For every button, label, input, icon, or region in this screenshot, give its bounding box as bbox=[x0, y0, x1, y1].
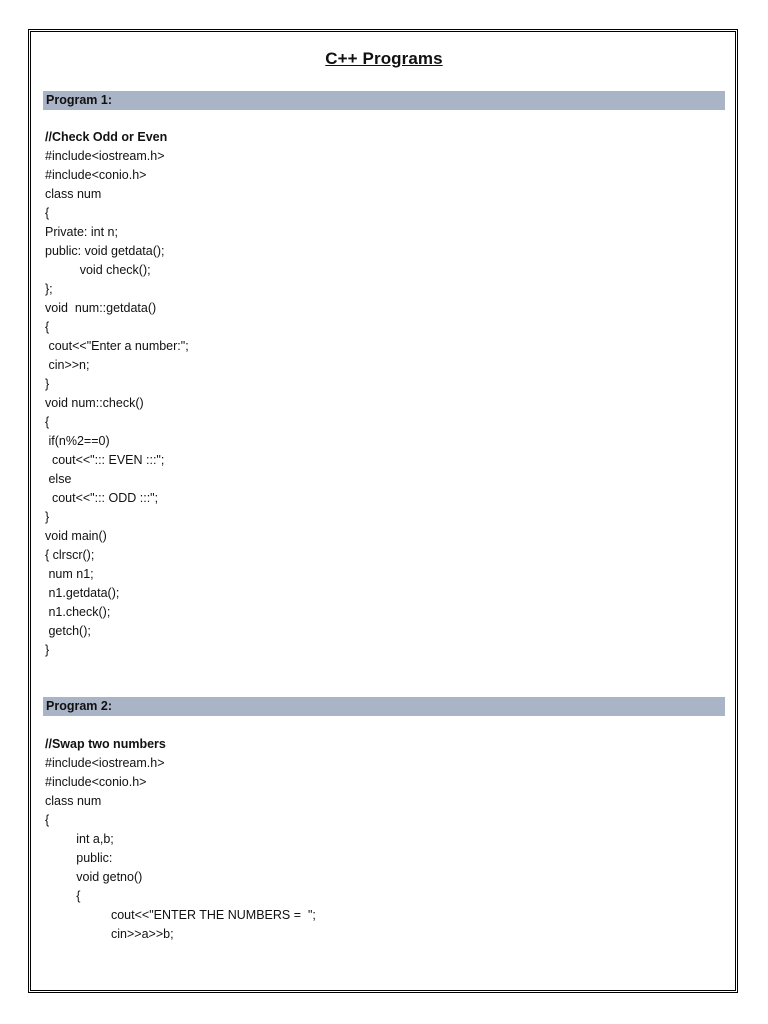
code-line: void main() bbox=[45, 529, 107, 543]
code-line: getch(); bbox=[45, 624, 91, 638]
code-line: if(n%2==0) bbox=[45, 434, 110, 448]
code-line: num n1; bbox=[45, 567, 94, 581]
code-line: { bbox=[45, 889, 81, 903]
code-line: class num bbox=[45, 187, 102, 201]
code-line: void num::check() bbox=[45, 396, 144, 410]
code-line: cin>>a>>b; bbox=[45, 927, 174, 941]
code-line: { clrscr(); bbox=[45, 548, 95, 562]
code-line: } bbox=[45, 377, 50, 391]
document-title: C++ Programs bbox=[325, 49, 443, 68]
code-line: public: bbox=[45, 851, 113, 865]
code-line: Private: int n; bbox=[45, 225, 118, 239]
code-line: } bbox=[45, 510, 50, 524]
program-2-heading: Program 2: bbox=[43, 697, 725, 716]
code-line: public: void getdata(); bbox=[45, 244, 165, 258]
code-line: { bbox=[45, 813, 50, 827]
code-line: #include<conio.h> bbox=[45, 168, 147, 182]
code-line: cout<<"Enter a number:"; bbox=[45, 339, 189, 353]
code-line: #include<iostream.h> bbox=[45, 149, 165, 163]
code-line: class num bbox=[45, 794, 102, 808]
code-line: n1.getdata(); bbox=[45, 586, 120, 600]
code-line: { bbox=[45, 206, 50, 220]
code-line: { bbox=[45, 320, 50, 334]
code-line: void num::getdata() bbox=[45, 301, 157, 315]
code-line: n1.check(); bbox=[45, 605, 111, 619]
program-1-heading: Program 1: bbox=[43, 91, 725, 110]
code-line: cout<<"::: EVEN :::"; bbox=[45, 453, 165, 467]
code-line: cout<<"::: ODD :::"; bbox=[45, 491, 159, 505]
code-line: void getno() bbox=[45, 870, 143, 884]
code-line: { bbox=[45, 415, 50, 429]
code-line: #include<conio.h> bbox=[45, 775, 147, 789]
code-line: int a,b; bbox=[45, 832, 114, 846]
program-1-code bbox=[45, 128, 189, 660]
code-line: cout<<"ENTER THE NUMBERS = "; bbox=[45, 908, 316, 922]
code-line: else bbox=[45, 472, 72, 486]
code-line: }; bbox=[45, 282, 53, 296]
program-2-code bbox=[45, 735, 316, 944]
code-comment: //Swap two numbers bbox=[45, 737, 166, 751]
code-comment: //Check Odd or Even bbox=[45, 130, 168, 144]
code-line: cin>>n; bbox=[45, 358, 90, 372]
code-line: } bbox=[45, 643, 50, 657]
code-line: void check(); bbox=[45, 263, 151, 277]
code-line: #include<iostream.h> bbox=[45, 756, 165, 770]
